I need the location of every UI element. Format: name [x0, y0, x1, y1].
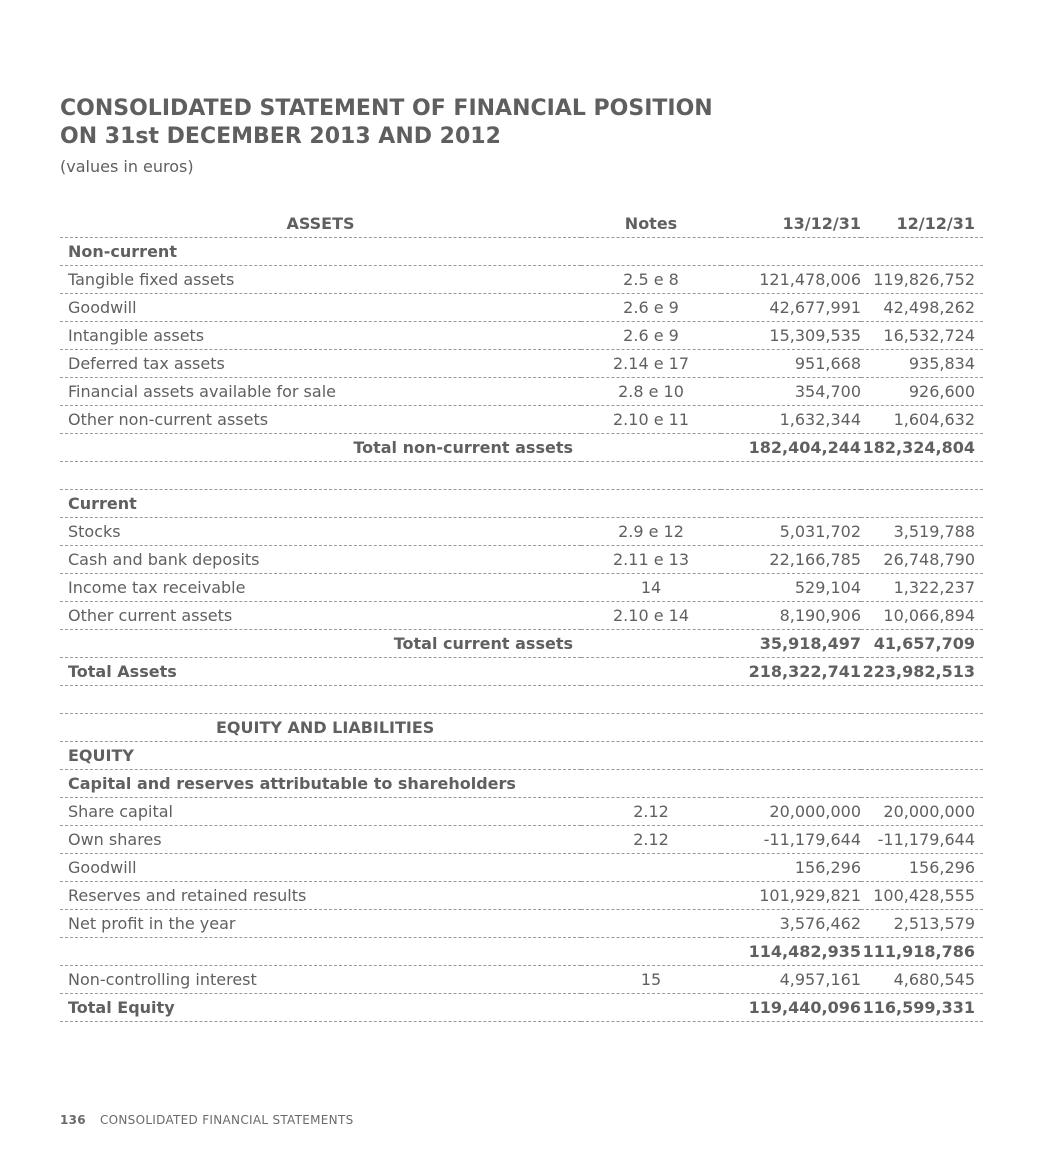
- row-label: Non-current: [60, 238, 581, 266]
- spacer-row: [60, 462, 983, 490]
- row-value-2012: 20,000,000: [861, 798, 983, 826]
- header-col-2012: 12/12/31: [861, 210, 983, 238]
- row-label: Share capital: [60, 798, 581, 826]
- page-footer: [60, 1113, 354, 1127]
- row-notes: 15: [581, 966, 721, 994]
- row-label: Other non-current assets: [60, 406, 581, 434]
- row-value-2012: 1,604,632: [861, 406, 983, 434]
- row-value-2013: 354,700: [721, 378, 861, 406]
- total-row: [60, 938, 983, 966]
- row-label: EQUITY AND LIABILITIES: [60, 714, 581, 742]
- row-value-2013: [721, 770, 861, 798]
- row-value-2012: 16,532,724: [861, 322, 983, 350]
- row-value-2012: 119,826,752: [861, 266, 983, 294]
- row-value-2013: 529,104: [721, 574, 861, 602]
- table-row: [60, 910, 983, 938]
- row-value-2012: 926,600: [861, 378, 983, 406]
- row-value-2013: 3,576,462: [721, 910, 861, 938]
- section-row: [60, 238, 983, 266]
- row-value-2012: 10,066,894: [861, 602, 983, 630]
- row-value-2012: 935,834: [861, 350, 983, 378]
- footer-section-title: CONSOLIDATED FINANCIAL STATEMENTS: [99, 1113, 354, 1127]
- row-notes: 2.5 e 8: [581, 266, 721, 294]
- row-notes: [581, 686, 721, 714]
- table-row: [60, 574, 983, 602]
- total-row: [60, 994, 983, 1022]
- row-notes: [581, 462, 721, 490]
- row-label: Other current assets: [60, 602, 581, 630]
- row-label: Current: [60, 490, 581, 518]
- row-value-2012: [861, 462, 983, 490]
- table-row: [60, 882, 983, 910]
- row-notes: 2.12: [581, 826, 721, 854]
- row-value-2013: 42,677,991: [721, 294, 861, 322]
- row-notes: [581, 770, 721, 798]
- row-value-2013: 1,632,344: [721, 406, 861, 434]
- table-row: [60, 266, 983, 294]
- row-value-2013: [721, 714, 861, 742]
- row-label: [60, 686, 581, 714]
- row-value-2013: 8,190,906: [721, 602, 861, 630]
- row-label: Goodwill: [60, 854, 581, 882]
- table-row: [60, 518, 983, 546]
- row-value-2013: 101,929,821: [721, 882, 861, 910]
- row-label: Income tax receivable: [60, 574, 581, 602]
- row-value-2012: [861, 714, 983, 742]
- row-value-2013: 35,918,497: [721, 630, 861, 658]
- row-notes: [581, 490, 721, 518]
- row-value-2012: 156,296: [861, 854, 983, 882]
- row-value-2013: 4,957,161: [721, 966, 861, 994]
- table-row: [60, 294, 983, 322]
- row-value-2012: -11,179,644: [861, 826, 983, 854]
- table-row: [60, 378, 983, 406]
- row-notes: 2.9 e 12: [581, 518, 721, 546]
- row-label: Net profit in the year: [60, 910, 581, 938]
- row-value-2012: [861, 238, 983, 266]
- row-value-2012: 182,324,804: [861, 434, 983, 462]
- row-value-2012: [861, 770, 983, 798]
- row-label: Total current assets: [60, 630, 581, 658]
- row-label: Financial assets available for sale: [60, 378, 581, 406]
- row-value-2012: [861, 742, 983, 770]
- section-row: [60, 742, 983, 770]
- total-row: [60, 658, 983, 686]
- row-notes: [581, 434, 721, 462]
- row-value-2012: [861, 490, 983, 518]
- row-notes: 2.10 e 14: [581, 602, 721, 630]
- row-value-2013: 15,309,535: [721, 322, 861, 350]
- section-row: [60, 770, 983, 798]
- row-label: EQUITY: [60, 742, 581, 770]
- row-value-2013: 119,440,096: [721, 994, 861, 1022]
- row-value-2013: 182,404,244: [721, 434, 861, 462]
- table-row: [60, 798, 983, 826]
- row-value-2013: [721, 742, 861, 770]
- row-value-2013: 951,668: [721, 350, 861, 378]
- header-notes: Notes: [581, 210, 721, 238]
- row-value-2013: 156,296: [721, 854, 861, 882]
- row-value-2012: 41,657,709: [861, 630, 983, 658]
- row-notes: [581, 658, 721, 686]
- row-label: Deferred tax assets: [60, 350, 581, 378]
- row-label: Stocks: [60, 518, 581, 546]
- header-assets: ASSETS: [60, 210, 581, 238]
- table-row: [60, 546, 983, 574]
- row-notes: [581, 238, 721, 266]
- row-label: Capital and reserves attributable to shareholders: [60, 770, 581, 798]
- row-value-2012: 116,599,331: [861, 994, 983, 1022]
- row-notes: [581, 742, 721, 770]
- title-line-1: CONSOLIDATED STATEMENT OF FINANCIAL POSITION: [60, 96, 713, 121]
- row-notes: 2.6 e 9: [581, 322, 721, 350]
- row-label: Total Assets: [60, 658, 581, 686]
- row-notes: [581, 714, 721, 742]
- row-notes: 2.8 e 10: [581, 378, 721, 406]
- row-value-2013: 5,031,702: [721, 518, 861, 546]
- spacer-row: [60, 686, 983, 714]
- row-label: Cash and bank deposits: [60, 546, 581, 574]
- row-label: Total non-current assets: [60, 434, 581, 462]
- table-row: [60, 350, 983, 378]
- row-value-2012: 3,519,788: [861, 518, 983, 546]
- row-value-2012: 4,680,545: [861, 966, 983, 994]
- row-label: Non-controlling interest: [60, 966, 581, 994]
- row-notes: [581, 630, 721, 658]
- row-value-2013: [721, 462, 861, 490]
- row-value-2012: 111,918,786: [861, 938, 983, 966]
- row-value-2012: 223,982,513: [861, 658, 983, 686]
- row-value-2012: 1,322,237: [861, 574, 983, 602]
- units-note: (values in euros): [60, 157, 194, 176]
- financial-position-table: [60, 210, 983, 1022]
- title-line-2: ON 31st DECEMBER 2013 AND 2012: [60, 124, 501, 149]
- table-row: [60, 322, 983, 350]
- page-number: 136: [60, 1113, 86, 1127]
- row-notes: 14: [581, 574, 721, 602]
- row-value-2012: 100,428,555: [861, 882, 983, 910]
- row-label: Tangible fixed assets: [60, 266, 581, 294]
- row-value-2012: 26,748,790: [861, 546, 983, 574]
- row-label: Total Equity: [60, 994, 581, 1022]
- row-label: [60, 462, 581, 490]
- row-notes: [581, 910, 721, 938]
- row-value-2013: [721, 490, 861, 518]
- section-row: [60, 490, 983, 518]
- header-col-2013: 13/12/31: [721, 210, 861, 238]
- row-label: [60, 938, 581, 966]
- row-notes: 2.6 e 9: [581, 294, 721, 322]
- row-value-2013: [721, 238, 861, 266]
- row-value-2013: [721, 686, 861, 714]
- row-notes: [581, 938, 721, 966]
- row-value-2013: 218,322,741: [721, 658, 861, 686]
- row-notes: 2.12: [581, 798, 721, 826]
- table-row: [60, 966, 983, 994]
- row-notes: 2.14 e 17: [581, 350, 721, 378]
- row-value-2013: 114,482,935: [721, 938, 861, 966]
- row-notes: [581, 994, 721, 1022]
- row-label: Reserves and retained results: [60, 882, 581, 910]
- row-value-2012: 42,498,262: [861, 294, 983, 322]
- row-notes: 2.10 e 11: [581, 406, 721, 434]
- row-label: Own shares: [60, 826, 581, 854]
- row-notes: [581, 854, 721, 882]
- table-row: [60, 406, 983, 434]
- row-notes: [581, 882, 721, 910]
- row-value-2013: -11,179,644: [721, 826, 861, 854]
- page-title: [60, 95, 713, 151]
- table-row: [60, 602, 983, 630]
- total-row: [60, 434, 983, 462]
- row-value-2013: 121,478,006: [721, 266, 861, 294]
- row-value-2013: 22,166,785: [721, 546, 861, 574]
- table-row: [60, 854, 983, 882]
- total-row: [60, 630, 983, 658]
- section-row: [60, 714, 983, 742]
- row-value-2012: [861, 686, 983, 714]
- row-notes: 2.11 e 13: [581, 546, 721, 574]
- table-row: [60, 826, 983, 854]
- row-value-2013: 20,000,000: [721, 798, 861, 826]
- row-label: Intangible assets: [60, 322, 581, 350]
- table-header-row: [60, 210, 983, 238]
- row-label: Goodwill: [60, 294, 581, 322]
- row-value-2012: 2,513,579: [861, 910, 983, 938]
